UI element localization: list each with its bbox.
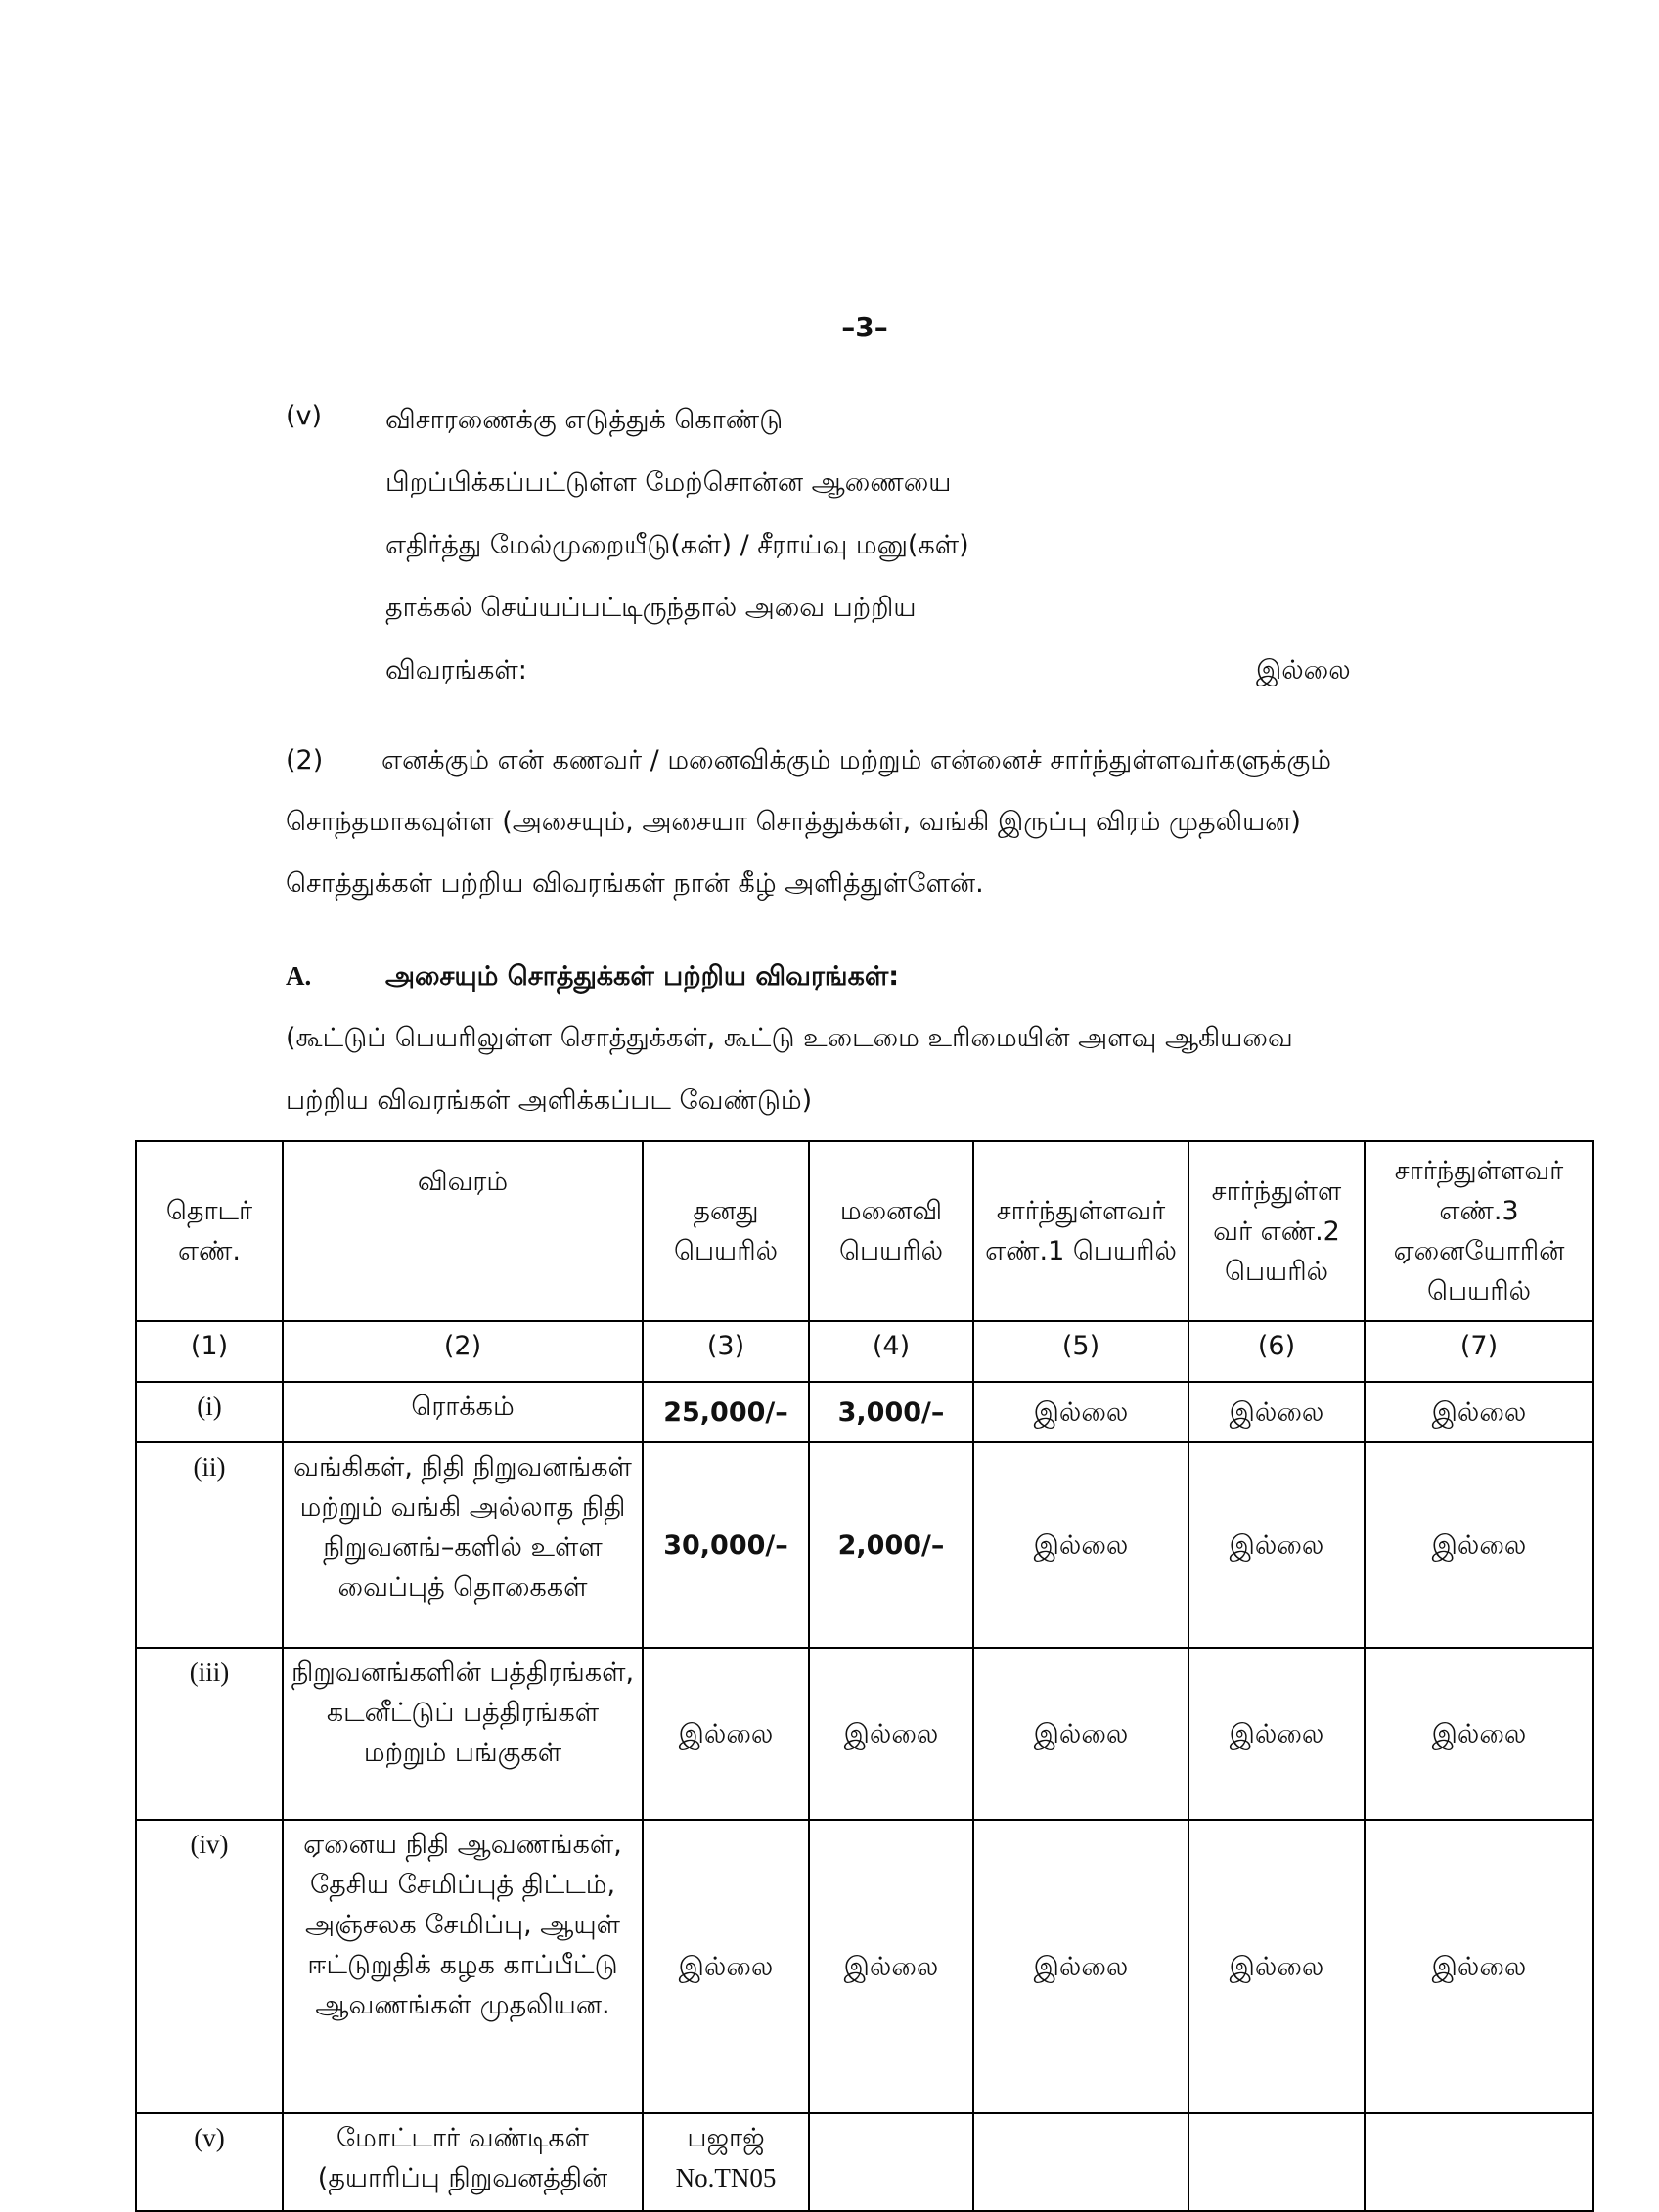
paragraph-2-line: சொத்துக்கள் பற்றிய விவரங்கள் நான் கீழ் அளித்துள்ளேன். [286,868,984,899]
clause-v [286,401,1459,714]
clause-v-line: எதிர்த்து மேல்முறையீடு(கள்) / சீராய்வு மனு(கள்) [385,530,969,560]
row-dependent2-value: இல்லை [1188,1820,1365,2113]
section-a-marker: A. [286,961,312,991]
clause-v-answer: இல்லை [1256,655,1351,686]
row-dependent3-value [1365,2113,1593,2211]
row-serial: (iv) [136,1820,283,2113]
table-row [136,2113,1593,2211]
table-header-cell: தொடர் எண். [136,1141,283,1321]
table-row [136,1442,1593,1648]
clause-v-line: பிறப்பிக்கப்பட்டுள்ள மேற்சொன்ன ஆணையை [385,467,952,498]
row-dependent2-value: இல்லை [1188,1648,1365,1820]
paragraph-2 [286,741,1450,926]
row-dependent1-value: இல்லை [973,1648,1188,1820]
table-header-cell: மனைவி பெயரில் [809,1141,973,1321]
table-header-cell: சார்ந்துள்ளவர் எண்.1 பெயரில் [973,1141,1188,1321]
row-serial: (iii) [136,1648,283,1820]
table-header-cell: சார்ந்துள்ளவர் எண்.3 ஏனையோரின் பெயரில் [1365,1141,1593,1321]
page-number: –3– [841,311,888,343]
row-dependent1-value: இல்லை [973,1382,1188,1442]
row-spouse-value: 2,000/– [809,1442,973,1648]
clause-v-line: தாக்கல் செய்யப்பட்டிருந்தால் அவை பற்றிய [385,593,917,623]
column-number: (1) [136,1321,283,1382]
row-self-value: இல்லை [643,1648,809,1820]
clause-v-line: விவரங்கள்: [385,655,527,686]
row-serial: (ii) [136,1442,283,1648]
column-number: (4) [809,1321,973,1382]
row-description: வங்கிகள், நிதி நிறுவனங்கள் மற்றும் வங்கி அல்லாத நிதி நிறுவனங்–களில் உள்ள வைப்புத் தொகைகள் [283,1442,643,1648]
row-dependent3-value: இல்லை [1365,1648,1593,1820]
table-column-number-row [136,1321,1593,1382]
row-spouse-value: இல்லை [809,1820,973,2113]
row-dependent3-value: இல்லை [1365,1382,1593,1442]
column-number: (7) [1365,1321,1593,1382]
row-description: மோட்டார் வண்டிகள் (தயாரிப்பு நிறுவனத்தின் [283,2113,643,2211]
table-row [136,1820,1593,2113]
row-description: ரொக்கம் [283,1382,643,1442]
row-description: நிறுவனங்களின் பத்திரங்கள், கடனீட்டுப் பத்திரங்கள் மற்றும் பங்குகள் [283,1648,643,1820]
table-header-row [136,1141,1593,1321]
row-spouse-value: இல்லை [809,1648,973,1820]
paragraph-2-line: சொந்தமாகவுள்ள (அசையும், அசையா சொத்துக்கள், வங்கி இருப்பு விரம் முதலியன) [286,807,1301,837]
row-serial: (v) [136,2113,283,2211]
row-dependent1-value: இல்லை [973,1820,1188,2113]
row-spouse-value [809,2113,973,2211]
column-number: (6) [1188,1321,1365,1382]
row-dependent1-value: இல்லை [973,1442,1188,1648]
row-dependent2-value: இல்லை [1188,1382,1365,1442]
row-description: ஏனைய நிதி ஆவணங்கள், தேசிய சேமிப்புத் திட்டம், அஞ்சலக சேமிப்பு, ஆயுள் ஈட்டுறுதிக் கழக காப்பீட்டு ஆவணங்கள் முதலியன. [283,1820,643,2113]
row-dependent2-value: இல்லை [1188,1442,1365,1648]
row-self-value: இல்லை [643,1820,809,2113]
row-dependent3-value: இல்லை [1365,1442,1593,1648]
section-a-note: (கூட்டுப் பெயரிலுள்ள சொத்துக்கள், கூட்டு உடைமை உரிமையின் அளவு ஆகியவை [286,1023,1293,1053]
row-dependent1-value [973,2113,1188,2211]
clause-v-line: விசாரணைக்கு எடுத்துக் கொண்டு [385,405,784,435]
table-row [136,1648,1593,1820]
paragraph-2-marker: (2) [286,745,324,775]
table-row [136,1382,1593,1442]
column-number: (3) [643,1321,809,1382]
table-header-cell: சார்ந்துள்ள வர் எண்.2 பெயரில் [1188,1141,1365,1321]
clause-v-marker: (v) [286,401,323,431]
row-self-value: 30,000/– [643,1442,809,1648]
section-a [286,956,1450,1144]
paragraph-2-line: எனக்கும் என் கணவர் / மனைவிக்கும் மற்றும் என்னைச் சார்ந்துள்ளவர்களுக்கும் [381,745,1331,775]
section-a-heading: அசையும் சொத்துக்கள் பற்றிய விவரங்கள்: [385,961,899,992]
section-a-note: பற்றிய விவரங்கள் அளிக்கப்பட வேண்டும்) [286,1085,813,1116]
table-header-cell: விவரம் [283,1141,643,1321]
row-self-value: பஜாஜ் No.TN05 [643,2113,809,2211]
table-header-cell: தனது பெயரில் [643,1141,809,1321]
row-dependent3-value: இல்லை [1365,1820,1593,2113]
movable-assets-table [135,1140,1594,2212]
row-spouse-value: 3,000/– [809,1382,973,1442]
row-serial: (i) [136,1382,283,1442]
column-number: (2) [283,1321,643,1382]
column-number: (5) [973,1321,1188,1382]
row-self-value: 25,000/– [643,1382,809,1442]
row-dependent2-value [1188,2113,1365,2211]
